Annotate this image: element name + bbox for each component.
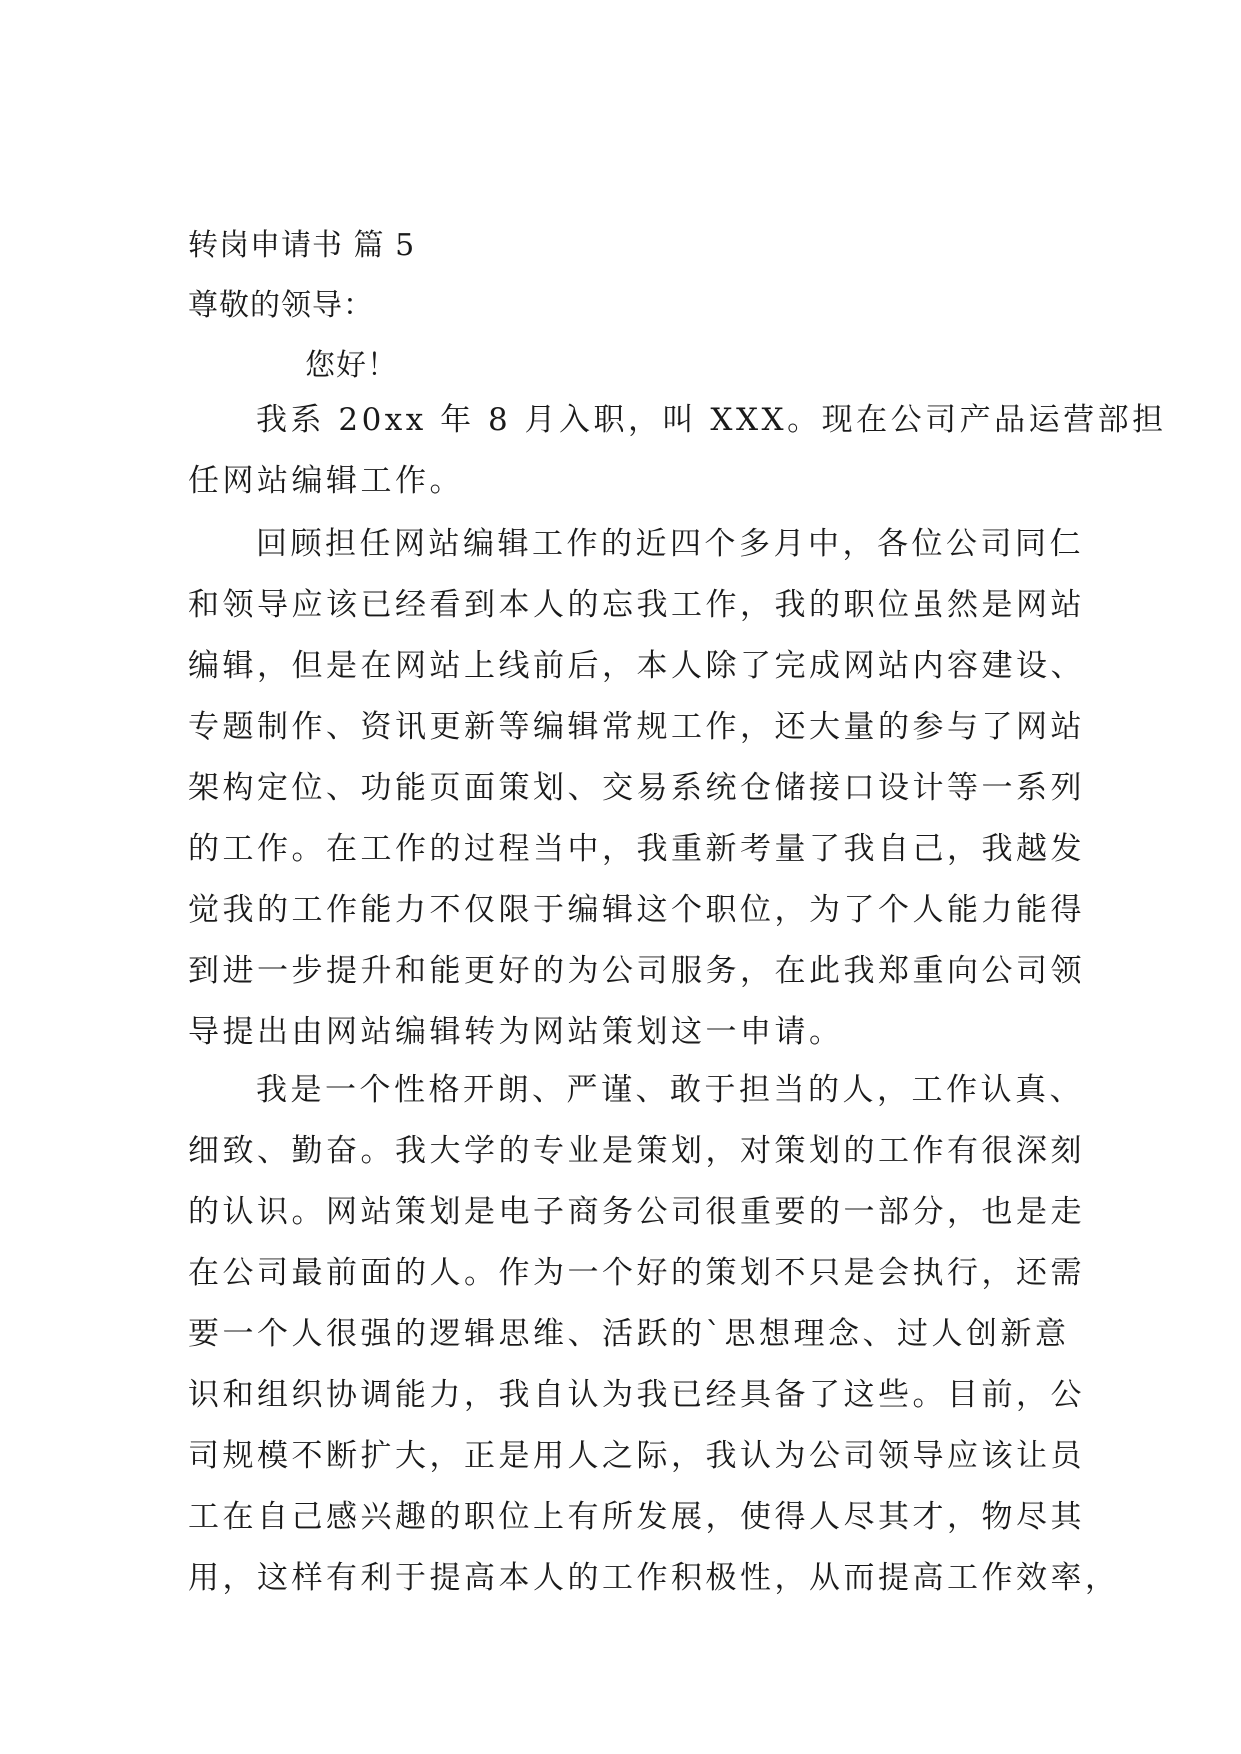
document-title: 转岗申请书 篇 5 xyxy=(188,228,416,263)
paragraph-line: 架构定位、功能页面策划、交易系统仓储接口设计等一系列 xyxy=(188,770,1085,806)
paragraph-line: 在公司最前面的人。作为一个好的策划不只是会执行，还需 xyxy=(188,1255,1085,1291)
paragraph-3 xyxy=(188,1060,1120,1609)
paragraph-1 xyxy=(188,390,1167,512)
paragraph-line: 的认识。网站策划是电子商务公司很重要的一部分，也是走 xyxy=(188,1194,1085,1230)
paragraph-line: 我系 20xx 年 8 月入职，叫 XXX。现在公司产品运营部担 xyxy=(256,402,1167,438)
paragraph-line: 到进一步提升和能更好的为公司服务，在此我郑重向公司领 xyxy=(188,953,1085,989)
paragraph-line: 的工作。在工作的过程当中，我重新考量了我自己，我越发 xyxy=(188,831,1085,867)
paragraph-line: 我是一个性格开朗、严谨、敢于担当的人，工作认真、 xyxy=(256,1072,1084,1108)
paragraph-line: 专题制作、资讯更新等编辑常规工作，还大量的参与了网站 xyxy=(188,709,1085,745)
greeting: 您好！ xyxy=(305,348,398,383)
paragraph-line: 司规模不断扩大，正是用人之际，我认为公司领导应该让员 xyxy=(188,1438,1085,1474)
paragraph-line: 识和组织协调能力，我自认为我已经具备了这些。目前，公 xyxy=(188,1377,1085,1413)
paragraph-line: 和领导应该已经看到本人的忘我工作，我的职位虽然是网站 xyxy=(188,587,1085,623)
paragraph-line: 导提出由网站编辑转为网站策划这一申请。 xyxy=(188,1014,844,1050)
paragraph-line: 觉我的工作能力不仅限于编辑这个职位，为了个人能力能得 xyxy=(188,892,1085,928)
paragraph-line: 细致、勤奋。我大学的专业是策划，对策划的工作有很深刻 xyxy=(188,1133,1085,1169)
paragraph-line: 任网站编辑工作。 xyxy=(188,463,464,499)
salutation: 尊敬的领导： xyxy=(188,288,374,323)
paragraph-line: 用，这样有利于提高本人的工作积极性，从而提高工作效率， xyxy=(188,1560,1120,1596)
paragraph-line: 编辑，但是在网站上线前后，本人除了完成网站内容建设、 xyxy=(188,648,1085,684)
paragraph-line: 回顾担任网站编辑工作的近四个多月中，各位公司同仁 xyxy=(256,526,1084,562)
paragraph-2 xyxy=(188,514,1085,1063)
paragraph-line: 要一个人很强的逻辑思维、活跃的`思想理念、过人创新意 xyxy=(188,1316,1070,1352)
paragraph-line: 工在自己感兴趣的职位上有所发展，使得人尽其才，物尽其 xyxy=(188,1499,1085,1535)
